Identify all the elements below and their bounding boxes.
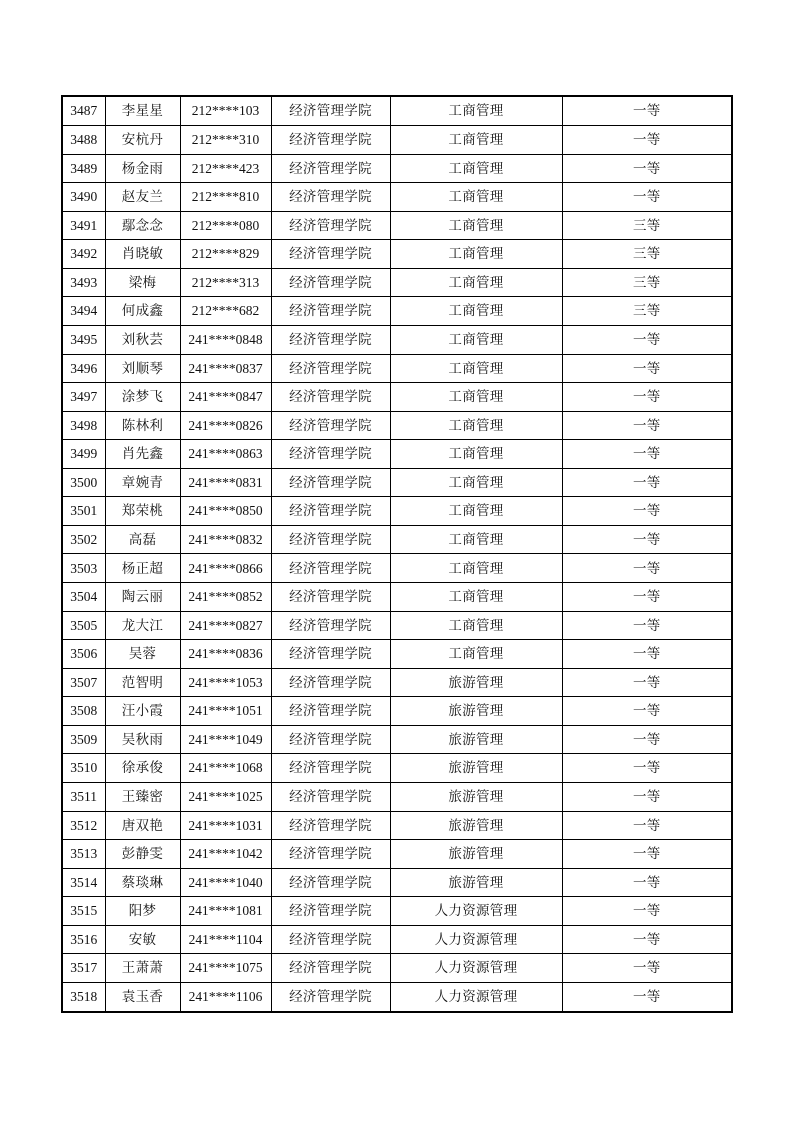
cell-student_no: 241****0832: [180, 525, 271, 554]
cell-student_no: 241****1049: [180, 725, 271, 754]
table-row: [62, 468, 732, 497]
cell-id: 3498: [62, 411, 105, 440]
cell-major: 旅游管理: [390, 782, 562, 811]
cell-name: 肖先鑫: [105, 440, 180, 469]
table-row: [62, 183, 732, 212]
cell-major: 工商管理: [390, 297, 562, 326]
cell-major: 工商管理: [390, 583, 562, 612]
cell-college: 经济管理学院: [271, 497, 390, 526]
cell-id: 3501: [62, 497, 105, 526]
table-row: [62, 240, 732, 269]
cell-award: 一等: [562, 782, 732, 811]
cell-id: 3506: [62, 640, 105, 669]
cell-id: 3499: [62, 440, 105, 469]
cell-student_no: 241****0831: [180, 468, 271, 497]
table-row: [62, 954, 732, 983]
table-row: [62, 497, 732, 526]
table-row: [62, 640, 732, 669]
cell-major: 旅游管理: [390, 668, 562, 697]
cell-student_no: 212****103: [180, 96, 271, 126]
table-row: [62, 383, 732, 412]
cell-id: 3493: [62, 268, 105, 297]
cell-student_no: 241****1106: [180, 982, 271, 1012]
cell-id: 3511: [62, 782, 105, 811]
cell-college: 经济管理学院: [271, 354, 390, 383]
cell-college: 经济管理学院: [271, 583, 390, 612]
cell-name: 阳梦: [105, 897, 180, 926]
cell-name: 安敏: [105, 925, 180, 954]
cell-name: 陶云丽: [105, 583, 180, 612]
table-row: [62, 440, 732, 469]
cell-id: 3494: [62, 297, 105, 326]
cell-name: 汪小霞: [105, 697, 180, 726]
table-row: [62, 982, 732, 1012]
cell-name: 龙大江: [105, 611, 180, 640]
cell-name: 赵友兰: [105, 183, 180, 212]
cell-id: 3503: [62, 554, 105, 583]
cell-student_no: 241****1053: [180, 668, 271, 697]
cell-major: 工商管理: [390, 468, 562, 497]
cell-student_no: 241****1075: [180, 954, 271, 983]
cell-major: 旅游管理: [390, 868, 562, 897]
table-row: [62, 754, 732, 783]
award-table: [61, 95, 733, 1013]
table-row: [62, 668, 732, 697]
cell-major: 工商管理: [390, 525, 562, 554]
cell-id: 3496: [62, 354, 105, 383]
cell-name: 郑荣桃: [105, 497, 180, 526]
cell-name: 陈林利: [105, 411, 180, 440]
cell-major: 旅游管理: [390, 811, 562, 840]
cell-award: 一等: [562, 497, 732, 526]
cell-college: 经济管理学院: [271, 211, 390, 240]
cell-student_no: 241****0847: [180, 383, 271, 412]
cell-major: 工商管理: [390, 211, 562, 240]
cell-id: 3508: [62, 697, 105, 726]
cell-award: 三等: [562, 297, 732, 326]
table-row: [62, 583, 732, 612]
cell-major: 工商管理: [390, 640, 562, 669]
cell-major: 工商管理: [390, 240, 562, 269]
cell-award: 一等: [562, 325, 732, 354]
cell-name: 涂梦飞: [105, 383, 180, 412]
cell-major: 人力资源管理: [390, 925, 562, 954]
cell-name: 章婉青: [105, 468, 180, 497]
cell-name: 刘顺琴: [105, 354, 180, 383]
cell-college: 经济管理学院: [271, 725, 390, 754]
cell-award: 一等: [562, 954, 732, 983]
cell-student_no: 212****682: [180, 297, 271, 326]
table-row: [62, 297, 732, 326]
cell-name: 李星星: [105, 96, 180, 126]
table-row: [62, 411, 732, 440]
cell-college: 经济管理学院: [271, 96, 390, 126]
cell-id: 3513: [62, 840, 105, 869]
table-row: [62, 925, 732, 954]
cell-name: 肖晓敏: [105, 240, 180, 269]
cell-name: 吴蓉: [105, 640, 180, 669]
table-row: [62, 868, 732, 897]
cell-college: 经济管理学院: [271, 525, 390, 554]
cell-college: 经济管理学院: [271, 697, 390, 726]
cell-major: 工商管理: [390, 354, 562, 383]
cell-award: 一等: [562, 96, 732, 126]
cell-college: 经济管理学院: [271, 640, 390, 669]
table-row: [62, 697, 732, 726]
cell-id: 3502: [62, 525, 105, 554]
table-row: [62, 811, 732, 840]
cell-student_no: 241****1104: [180, 925, 271, 954]
cell-award: 一等: [562, 154, 732, 183]
cell-college: 经济管理学院: [271, 126, 390, 155]
cell-college: 经济管理学院: [271, 754, 390, 783]
cell-name: 王萧萧: [105, 954, 180, 983]
cell-major: 工商管理: [390, 554, 562, 583]
cell-major: 旅游管理: [390, 725, 562, 754]
cell-award: 一等: [562, 440, 732, 469]
cell-name: 何成鑫: [105, 297, 180, 326]
cell-award: 一等: [562, 126, 732, 155]
cell-student_no: 241****1068: [180, 754, 271, 783]
table-row: [62, 325, 732, 354]
cell-award: 一等: [562, 525, 732, 554]
cell-college: 经济管理学院: [271, 325, 390, 354]
cell-award: 一等: [562, 754, 732, 783]
cell-id: 3509: [62, 725, 105, 754]
cell-major: 人力资源管理: [390, 954, 562, 983]
table-row: [62, 554, 732, 583]
cell-major: 工商管理: [390, 440, 562, 469]
cell-major: 工商管理: [390, 611, 562, 640]
cell-id: 3507: [62, 668, 105, 697]
cell-award: 三等: [562, 211, 732, 240]
cell-student_no: 241****0863: [180, 440, 271, 469]
cell-student_no: 241****0837: [180, 354, 271, 383]
cell-student_no: 212****313: [180, 268, 271, 297]
cell-major: 工商管理: [390, 411, 562, 440]
cell-student_no: 241****1025: [180, 782, 271, 811]
award-table-body: [62, 96, 732, 1012]
cell-id: 3497: [62, 383, 105, 412]
cell-id: 3487: [62, 96, 105, 126]
cell-college: 经济管理学院: [271, 840, 390, 869]
cell-id: 3514: [62, 868, 105, 897]
cell-award: 一等: [562, 554, 732, 583]
cell-name: 杨正超: [105, 554, 180, 583]
cell-name: 吴秋雨: [105, 725, 180, 754]
cell-major: 旅游管理: [390, 840, 562, 869]
cell-id: 3489: [62, 154, 105, 183]
cell-name: 高磊: [105, 525, 180, 554]
cell-name: 杨金雨: [105, 154, 180, 183]
cell-name: 徐承俊: [105, 754, 180, 783]
cell-name: 安杭丹: [105, 126, 180, 155]
cell-id: 3492: [62, 240, 105, 269]
cell-college: 经济管理学院: [271, 411, 390, 440]
cell-award: 一等: [562, 583, 732, 612]
cell-major: 工商管理: [390, 126, 562, 155]
cell-college: 经济管理学院: [271, 268, 390, 297]
cell-id: 3488: [62, 126, 105, 155]
cell-college: 经济管理学院: [271, 668, 390, 697]
cell-id: 3517: [62, 954, 105, 983]
cell-student_no: 241****0850: [180, 497, 271, 526]
cell-award: 一等: [562, 725, 732, 754]
cell-major: 工商管理: [390, 268, 562, 297]
cell-college: 经济管理学院: [271, 468, 390, 497]
cell-award: 三等: [562, 240, 732, 269]
table-row: [62, 782, 732, 811]
cell-name: 彭静雯: [105, 840, 180, 869]
cell-college: 经济管理学院: [271, 440, 390, 469]
cell-award: 一等: [562, 897, 732, 926]
cell-award: 一等: [562, 468, 732, 497]
cell-award: 一等: [562, 183, 732, 212]
cell-college: 经济管理学院: [271, 554, 390, 583]
cell-college: 经济管理学院: [271, 925, 390, 954]
cell-name: 蔡琰琳: [105, 868, 180, 897]
cell-award: 一等: [562, 982, 732, 1012]
cell-student_no: 241****0848: [180, 325, 271, 354]
cell-student_no: 212****080: [180, 211, 271, 240]
cell-student_no: 212****810: [180, 183, 271, 212]
cell-student_no: 241****1042: [180, 840, 271, 869]
cell-student_no: 212****423: [180, 154, 271, 183]
cell-name: 梁梅: [105, 268, 180, 297]
cell-major: 人力资源管理: [390, 897, 562, 926]
cell-name: 王臻密: [105, 782, 180, 811]
cell-student_no: 212****829: [180, 240, 271, 269]
table-row: [62, 126, 732, 155]
cell-name: 袁玉香: [105, 982, 180, 1012]
table-row: [62, 154, 732, 183]
cell-id: 3504: [62, 583, 105, 612]
cell-id: 3495: [62, 325, 105, 354]
cell-major: 工商管理: [390, 154, 562, 183]
cell-college: 经济管理学院: [271, 383, 390, 412]
cell-award: 一等: [562, 811, 732, 840]
table-row: [62, 840, 732, 869]
table-row: [62, 354, 732, 383]
cell-award: 一等: [562, 411, 732, 440]
cell-id: 3510: [62, 754, 105, 783]
cell-major: 旅游管理: [390, 697, 562, 726]
cell-student_no: 241****0836: [180, 640, 271, 669]
cell-award: 一等: [562, 668, 732, 697]
cell-id: 3505: [62, 611, 105, 640]
cell-college: 经济管理学院: [271, 154, 390, 183]
cell-college: 经济管理学院: [271, 183, 390, 212]
cell-id: 3518: [62, 982, 105, 1012]
cell-student_no: 241****1081: [180, 897, 271, 926]
cell-award: 三等: [562, 268, 732, 297]
cell-student_no: 241****1051: [180, 697, 271, 726]
cell-student_no: 212****310: [180, 126, 271, 155]
cell-id: 3500: [62, 468, 105, 497]
cell-award: 一等: [562, 640, 732, 669]
cell-award: 一等: [562, 840, 732, 869]
cell-major: 工商管理: [390, 383, 562, 412]
cell-major: 工商管理: [390, 325, 562, 354]
cell-id: 3512: [62, 811, 105, 840]
table-row: [62, 725, 732, 754]
cell-name: 鄢念念: [105, 211, 180, 240]
cell-college: 经济管理学院: [271, 811, 390, 840]
cell-college: 经济管理学院: [271, 897, 390, 926]
cell-student_no: 241****0866: [180, 554, 271, 583]
cell-college: 经济管理学院: [271, 240, 390, 269]
cell-id: 3515: [62, 897, 105, 926]
cell-student_no: 241****0852: [180, 583, 271, 612]
table-row: [62, 525, 732, 554]
cell-major: 工商管理: [390, 497, 562, 526]
cell-college: 经济管理学院: [271, 868, 390, 897]
cell-major: 工商管理: [390, 183, 562, 212]
cell-student_no: 241****1040: [180, 868, 271, 897]
cell-college: 经济管理学院: [271, 954, 390, 983]
cell-id: 3490: [62, 183, 105, 212]
cell-award: 一等: [562, 383, 732, 412]
cell-award: 一等: [562, 354, 732, 383]
table-row: [62, 611, 732, 640]
table-row: [62, 897, 732, 926]
cell-college: 经济管理学院: [271, 982, 390, 1012]
table-row: [62, 268, 732, 297]
cell-award: 一等: [562, 697, 732, 726]
cell-id: 3491: [62, 211, 105, 240]
cell-college: 经济管理学院: [271, 611, 390, 640]
cell-award: 一等: [562, 925, 732, 954]
cell-student_no: 241****1031: [180, 811, 271, 840]
cell-major: 人力资源管理: [390, 982, 562, 1012]
cell-id: 3516: [62, 925, 105, 954]
table-row: [62, 211, 732, 240]
cell-major: 旅游管理: [390, 754, 562, 783]
cell-name: 范智明: [105, 668, 180, 697]
cell-name: 刘秋芸: [105, 325, 180, 354]
cell-student_no: 241****0827: [180, 611, 271, 640]
cell-name: 唐双艳: [105, 811, 180, 840]
cell-award: 一等: [562, 611, 732, 640]
cell-award: 一等: [562, 868, 732, 897]
cell-major: 工商管理: [390, 96, 562, 126]
cell-college: 经济管理学院: [271, 297, 390, 326]
cell-student_no: 241****0826: [180, 411, 271, 440]
cell-college: 经济管理学院: [271, 782, 390, 811]
table-row: [62, 96, 732, 126]
